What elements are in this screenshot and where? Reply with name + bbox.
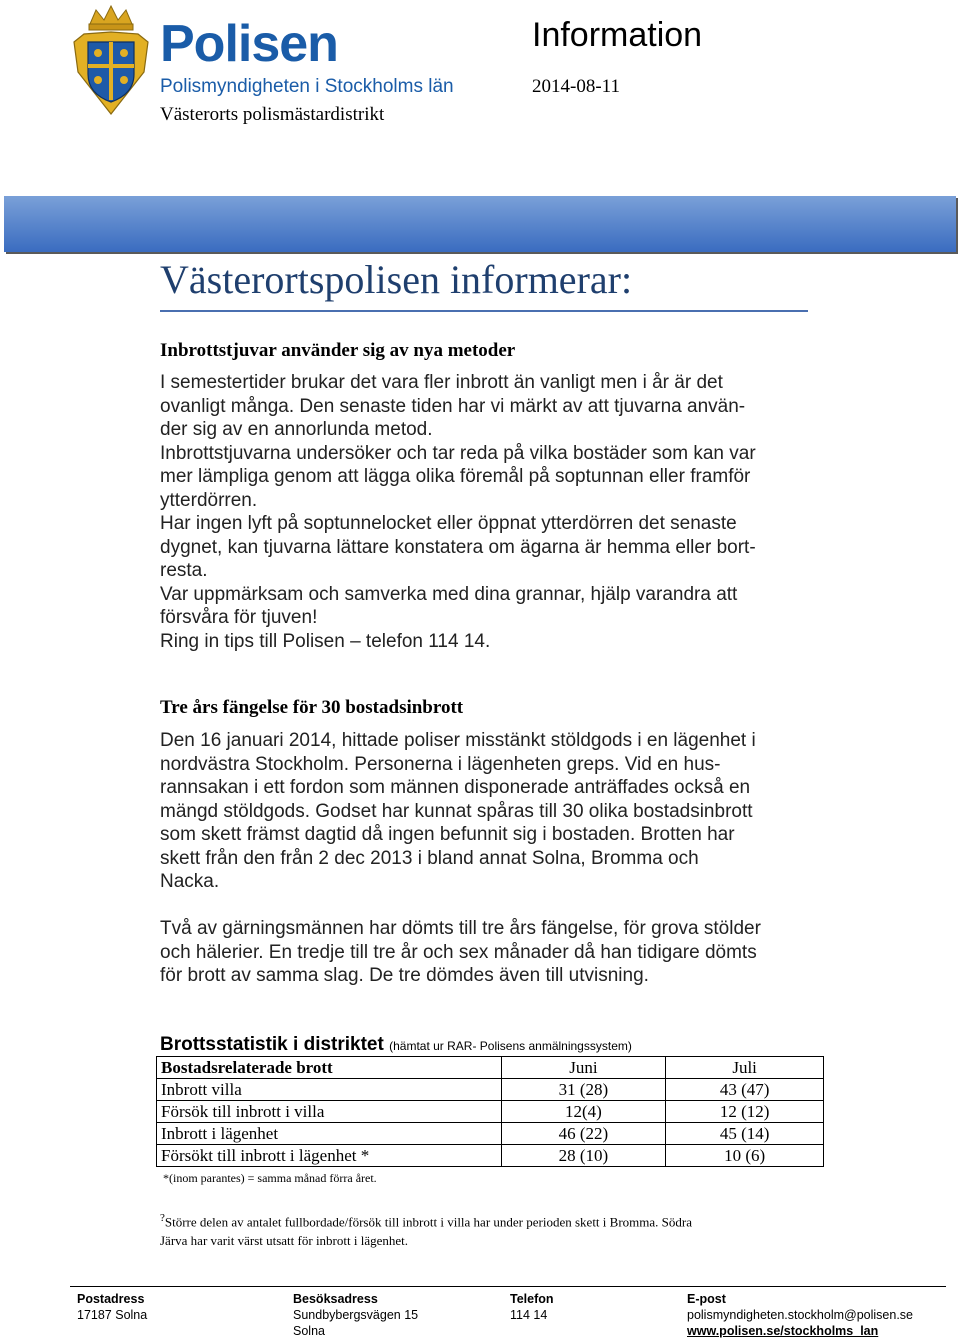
section-body-sentencing: [160, 917, 820, 988]
table-row: [157, 1101, 824, 1123]
footer-postal-address: [77, 1291, 147, 1323]
section-body-new-methods: [160, 371, 810, 653]
footer-visiting-address: [293, 1291, 418, 1339]
paragraph-line: I semestertider brukar det vara fler inbrott än vanligt men i år är det: [160, 372, 723, 393]
paragraph-line: som skett främst dagtid då ingen befunnit sig i bostaden. Brotten har: [160, 824, 735, 845]
paragraph-line: Har ingen lyft på soptunnelocket eller öppnat ytterdörren det senaste: [160, 513, 737, 534]
section-heading-new-methods: Inbrottstjuvar använder sig av nya metoder: [160, 340, 516, 361]
table-cell: 31 (28): [501, 1079, 666, 1101]
footer-value: 114 14: [510, 1308, 548, 1322]
paragraph-line: försvåra för tjuven!: [160, 607, 318, 628]
table-cell: 12(4): [501, 1101, 666, 1123]
footer-label: Besöksadress: [293, 1292, 378, 1306]
document-date: 2014-08-11: [532, 76, 620, 97]
column-header-crime-type: Bostadsrelaterade brott: [157, 1057, 502, 1079]
footer-value: 17187 Solna: [77, 1308, 148, 1322]
paragraph-line: dygnet, kan tjuvarna lättare konstatera om ägarna är hemma eller bort-: [160, 536, 756, 558]
table-cell: Försökt till inbrott i lägenhet *: [157, 1145, 502, 1167]
page-title: Västerortspolisen informerar:: [160, 257, 633, 302]
paragraph-line: resta.: [160, 560, 208, 581]
footer-value: Solna: [293, 1324, 325, 1338]
table-cell: 46 (22): [501, 1123, 666, 1145]
crime-stats-table: [156, 1056, 824, 1167]
paragraph-line: Två av gärningsmännen har dömts till tre års fängelse, för grova stölder: [160, 918, 761, 939]
paragraph-line: ytterdörren.: [160, 489, 258, 511]
stats-title: Brottsstatistik i distriktet: [160, 1034, 384, 1055]
website-link[interactable]: www.polisen.se/stockholms_lan: [687, 1324, 879, 1338]
column-header-july: Juli: [666, 1057, 824, 1079]
table-cell: Inbrott villa: [157, 1079, 502, 1101]
stats-heading: [160, 1034, 632, 1057]
authority-name: Polismyndigheten i Stockholms län: [160, 76, 454, 97]
table-row: [157, 1123, 824, 1145]
paragraph-line: Var uppmärksam och samverka med dina grannar, hjälp varandra att: [160, 583, 738, 605]
table-cell: Försök till inbrott i villa: [157, 1101, 502, 1123]
footnote: [160, 1209, 800, 1250]
paragraph-line: Nacka.: [160, 871, 220, 892]
footer-divider: [70, 1286, 946, 1287]
paragraph-line: nordvästra Stockholm. Personerna i lägenheten greps. Vid en hus-: [160, 753, 721, 775]
footnote-line: Större delen av antalet fullbordade/försök till inbrott i villa har under perioden skett i Bromma. Södra: [164, 1214, 692, 1230]
document-type: Information: [532, 16, 703, 54]
paragraph-line: mer lämpliga genom att lägga olika föremål på soptunnan eller framför: [160, 466, 751, 487]
email-link[interactable]: polismyndigheten.stockholm@polisen.se: [687, 1308, 914, 1322]
paragraph-line: Den 16 januari 2014, hittade poliser misstänkt stöldgods i en lägenhet i: [160, 730, 756, 751]
table-cell: 45 (14): [666, 1123, 824, 1145]
blue-banner: [4, 196, 956, 252]
table-cell: 43 (47): [666, 1079, 824, 1101]
table-cell: 28 (10): [501, 1145, 666, 1167]
paragraph-line: der sig av en annorlunda metod.: [160, 419, 433, 440]
column-header-june: Juni: [501, 1057, 666, 1079]
footnote-mark: ?: [160, 1212, 165, 1224]
title-divider: [160, 310, 808, 312]
footer-label: Postadress: [77, 1292, 145, 1306]
footer-label: Telefon: [510, 1292, 554, 1306]
table-cell: 12 (12): [666, 1101, 824, 1123]
table-row: [157, 1145, 824, 1167]
paragraph-line: mängd stöldgods. Godset har kunnat spåras till 30 olika bostadsinbrott: [160, 800, 753, 822]
police-crest-logo: [70, 2, 152, 122]
stats-source: (hämtat ur RAR- Polisens anmälningssystem): [389, 1039, 632, 1053]
paragraph-line: ovanligt många. Den senaste tiden har vi märkt av att tjuvarna använ-: [160, 395, 746, 417]
section-heading-prison-sentence: Tre års fängelse för 30 bostadsinbrott: [160, 697, 464, 718]
brand-wordmark: Polisen: [160, 15, 338, 73]
table-note: *(inom parantes) = samma månad förra året.: [163, 1171, 377, 1185]
table-cell: 10 (6): [666, 1145, 824, 1167]
table-cell: Inbrott i lägenhet: [157, 1123, 502, 1145]
paragraph-line: Ring in tips till Polisen – telefon 114 14.: [160, 630, 491, 652]
paragraph-line: Inbrottstjuvarna undersöker och tar reda på vilka bostäder som kan var: [160, 442, 756, 464]
paragraph-line: rannsakan i ett fordon som männen disponerade anträffades också en: [160, 777, 751, 798]
footer-phone: [510, 1291, 554, 1323]
table-header-row: [157, 1057, 824, 1079]
footer-email: [687, 1291, 913, 1339]
footer-value: Sundbybergsvägen 15: [293, 1308, 419, 1322]
paragraph-line: och hälerier. En tredje till tre år och sex månader då han tidigare dömts: [160, 941, 757, 963]
footnote-line: Järva har varit värst utsatt för inbrott i lägenhet.: [160, 1233, 409, 1249]
table-row: [157, 1079, 824, 1101]
paragraph-line: för brott av samma slag. De tre dömdes även till utvisning.: [160, 965, 649, 986]
district-name: Västerorts polismästardistrikt: [160, 104, 385, 125]
paragraph-line: skett från den från 2 dec 2013 i bland annat Solna, Bromma och: [160, 847, 699, 869]
footer-label: E-post: [687, 1292, 726, 1306]
section-body-prison-sentence: [160, 729, 810, 894]
